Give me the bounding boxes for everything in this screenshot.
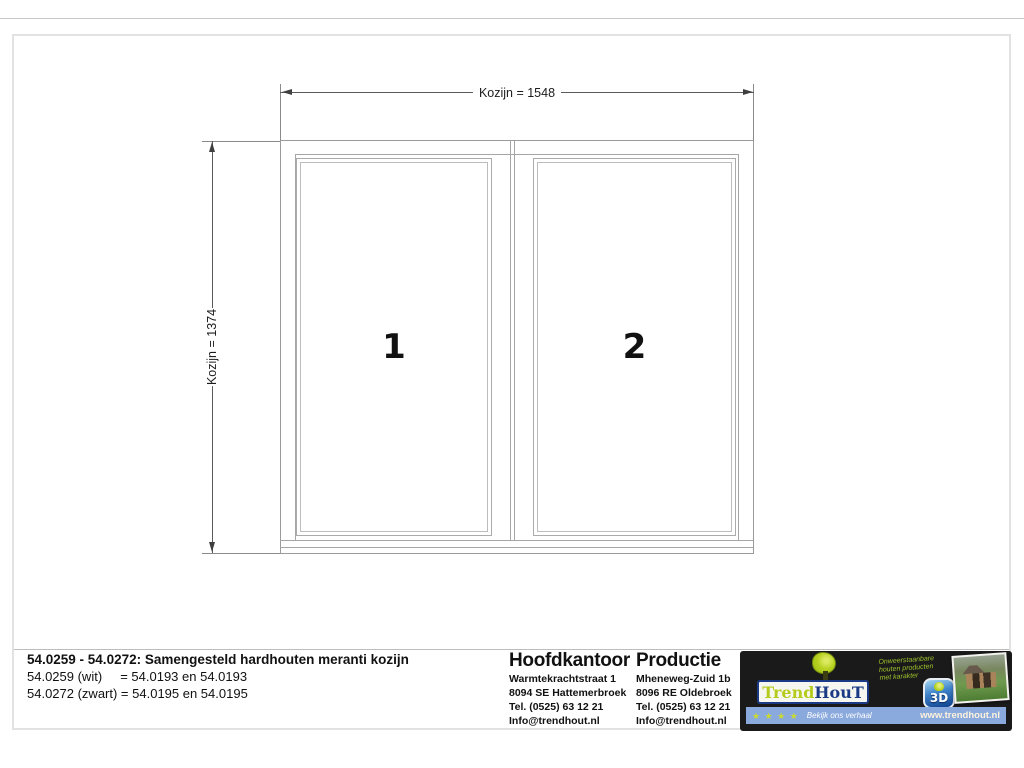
productie-email: Info@trendhout.nl [636,715,727,727]
frame-top-rail-line [295,154,739,155]
productie-phone: Tel. (0525) 63 12 21 [636,701,731,713]
website-url: www.trendhout.nl [920,710,1000,721]
productie-city: 8096 RE Oldebroek [636,687,732,699]
hoofdkantoor-phone: Tel. (0525) 63 12 21 [509,701,604,713]
window-top-rule [0,18,1024,19]
height-dimension-label: Kozijn = 1374 [201,308,223,386]
tagline-line-1: Onweerstaanbare [878,655,935,666]
banner-blue-bar [746,707,1006,724]
gazebo-photo-scene [954,654,1008,701]
tagline-line-3: met karakter [879,672,919,682]
height-extension-line-bottom [202,553,280,554]
tagline-line-2: houten producten [878,663,934,674]
frame-sill-line-top [280,540,754,541]
frame-mullion-line-right [514,140,515,540]
gazebo-photo [951,652,1009,704]
width-dimension-label: Kozijn = 1548 [473,86,561,100]
trendhout-logo [757,680,869,704]
height-arrow-up-icon [209,142,215,152]
3d-viewer-badge [923,678,955,709]
office-hoofdkantoor [509,650,630,728]
drawing-sheet [12,34,1011,730]
frame-mullion-line-left [510,140,511,540]
productie-heading: Productie [636,650,721,671]
product-description [27,651,409,702]
product-variant-zwart: 54.0272 (zwart) = 54.0195 en 54.0195 [27,686,248,701]
office-productie [636,650,732,728]
review-script-text: Bekijk ons verhaal [806,711,872,720]
logo-text-hout: HouT [814,682,864,702]
product-variant-wit: 54.0259 (wit) = 54.0193 en 54.0193 [27,669,248,684]
trendhout-banner [740,651,1012,731]
window-panel-2 [533,158,736,536]
frame-right-stile-line [738,154,739,540]
logo-text-trend: Trend [762,682,815,702]
panel-2-number: 2 [622,327,647,367]
productie-street: Mheneweg-Zuid 1b [636,673,731,685]
hoofdkantoor-email: Info@trendhout.nl [509,715,600,727]
hoofdkantoor-heading: Hoofdkantoor [509,650,630,671]
width-dimension [280,84,754,102]
product-title: 54.0259 - 54.0272: Samengesteld hardhouten meranti kozijn [27,652,409,667]
review-stars-icon: ★ ★ ★ ★ [752,710,799,721]
hoofdkantoor-street: Warmtekrachtstraat 1 [509,673,616,685]
height-arrow-down-icon [209,542,215,552]
hoofdkantoor-city: 8094 SE Hattemerbroek [509,687,627,699]
3d-badge-tree-icon [934,682,944,691]
window-panel-1 [296,158,492,536]
gazebo-body [966,672,997,689]
panel-1-number: 1 [382,327,406,367]
frame-sill-line-bottom [280,547,754,548]
3d-badge-label: 3D [929,691,949,705]
